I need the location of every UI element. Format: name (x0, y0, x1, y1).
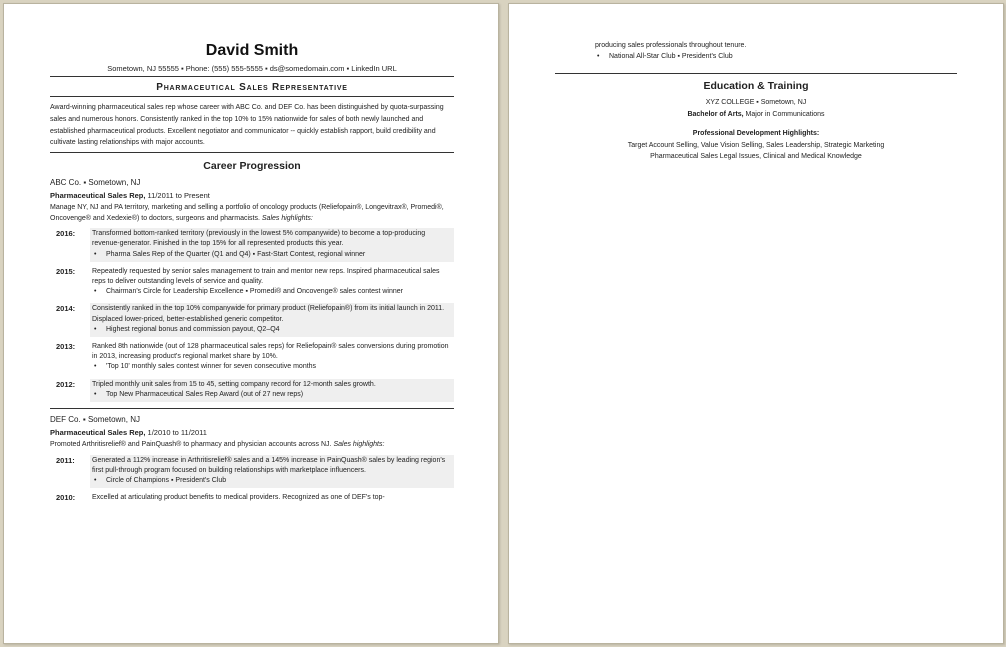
year-bullet: • Circle of Champions ▪ President's Club (92, 476, 450, 486)
role-line (50, 191, 454, 200)
role-title: Pharmaceutical Sales Rep, (50, 191, 146, 201)
continued-text: producing sales professionals throughout tenure. (595, 42, 747, 49)
year-label: 2010: (56, 493, 76, 503)
contact-line: Sometown, NJ 55555 ▪ Phone: (555) 555-5555 ▪ ds@somedomain.com ▪ LinkedIn URL (107, 64, 397, 73)
job-description (50, 440, 454, 451)
candidate-name: David Smith (205, 42, 299, 59)
divider (50, 76, 454, 77)
year-body (90, 341, 454, 375)
year-text: Ranked 8th nationwide (out of 128 pharmaceutical sales reps) for Reliefopain® sales conversions during promotion in 2013, increasing product's regional market share by 10%. (92, 343, 449, 361)
year-bullet: • 'Top 10' monthly sales contest winner for seven consecutive months (92, 362, 450, 372)
year-label: 2013: (56, 342, 76, 352)
year-bullet: • Pharma Sales Rep of the Quarter (Q1 and Q4) ▪ Fast-Start Contest, regional winner (92, 250, 450, 260)
divider (50, 408, 454, 409)
role-dates: 11/2011 to Present (145, 191, 210, 201)
pd-line: Target Account Selling, Value Vision Selling, Sales Leadership, Strategic Marketing (627, 141, 885, 149)
resume-page-2 (508, 3, 1004, 644)
divider (50, 96, 454, 97)
year-text: Tripled monthly unit sales from 15 to 45, setting company record for 12-month sales growth. (92, 380, 376, 388)
continued-entry (595, 41, 746, 62)
role-line (50, 428, 454, 437)
year-text: Generated a 112% increase in Arthritisrelief® sales and a 145% increase in PainQuash® sales by leading region's first pull-through program focused on building relationships with marketplace influencers. (92, 456, 446, 474)
divider (50, 152, 454, 153)
year-text: Transformed bottom-ranked territory (previously in the lowest 5% companywide) to become a top-producing revenue-generator. Finished in the top 15% for all represented products this year. (92, 230, 426, 248)
year-body (90, 266, 454, 300)
year-text: Excelled at articulating product benefits to medical providers. Recognized as one of DEF's top- (92, 494, 385, 502)
job-description (50, 203, 454, 224)
year-body (90, 228, 454, 262)
divider (555, 73, 957, 74)
sales-highlights-label: Sales highlights: (333, 441, 385, 449)
year-body (90, 455, 454, 489)
college-line: XYZ COLLEGE ▪ Sometown, NJ (705, 99, 807, 106)
page-content (50, 4, 454, 505)
year-entry (50, 228, 454, 262)
year-entry (50, 303, 454, 337)
pd-heading: Professional Development Highlights: (692, 130, 820, 137)
year-label: 2014: (56, 304, 76, 314)
role-dates: 1/2010 to 11/2011 (145, 428, 207, 438)
year-bullet: • Highest regional bonus and commission payout, Q2–Q4 (92, 325, 450, 335)
degree-title: Bachelor of Arts, (687, 110, 744, 118)
job-title: Pharmaceutical Sales Representative (156, 82, 348, 93)
year-label: 2012: (56, 379, 76, 389)
year-entry (50, 492, 454, 505)
year-body (90, 379, 454, 402)
resume-page-1 (3, 3, 499, 644)
summary-paragraph: Award-winning pharmaceutical sales rep whose career with ABC Co. and DEF Co. has been distinguished by quota-surpassing sales and numerous honors. Consistently ranked in the top 10% to 15% nationwide for sales of both newly launched and established pharmaceutical products. Excellent negotiator and communicator -- quickly establish rapport, build credibility and cultivate lasting relationships with major accounts. (50, 104, 444, 147)
job-description-text: Promoted Arthritisrelief® and PainQuash® to pharmacy and physician accounts across NJ. (50, 441, 332, 449)
employer-line: DEF Co. ▪ Sometown, NJ (50, 415, 140, 425)
role-title: Pharmaceutical Sales Rep, (50, 428, 146, 438)
section-heading-career: Career Progression (203, 160, 301, 173)
year-entry (50, 266, 454, 300)
year-entry (50, 379, 454, 402)
year-entry (50, 341, 454, 375)
year-label: 2016: (56, 229, 76, 239)
degree-major: Major in Communications (743, 110, 825, 118)
section-heading-education: Education & Training (703, 80, 809, 92)
sales-highlights-label: Sales highlights: (261, 214, 313, 222)
year-label: 2011: (56, 455, 75, 465)
year-bullet: • Top New Pharmaceutical Sales Rep Award (out of 27 new reps) (92, 390, 450, 400)
education-section (555, 73, 957, 163)
continued-bullet: • National All-Star Club ▪ President's Club (595, 52, 746, 63)
pd-line: Pharmaceutical Sales Legal Issues, Clinical and Medical Knowledge (650, 153, 862, 160)
year-entry (50, 455, 454, 489)
year-label: 2015: (56, 266, 76, 276)
job-description-text: Manage NY, NJ and PA territory, marketing and selling a portfolio of oncology products (Reliefopain®, Longevitrax®, Promedi®, Oncovenge® and Xedexie®) to doctors, surgeons and pharmacists. (50, 204, 444, 222)
year-body (90, 303, 454, 337)
employer-line: ABC Co. ▪ Sometown, NJ (50, 178, 141, 188)
year-text: Repeatedly requested by senior sales management to train and mentor new reps. Inspired pharmaceutical sales reps to deliver outstanding levels of service and quality. (92, 267, 440, 285)
year-bullet: • Chairman's Circle for Leadership Excellence ▪ Promedi® and Oncovenge® sales contest winner (92, 287, 450, 297)
degree-line (555, 109, 957, 121)
year-text: Consistently ranked in the top 10% companywide for primary product (Reliefopain®) from its initial launch in 2011. Displaced lower-priced, better-established generic competitor. (92, 305, 445, 323)
year-body (90, 492, 454, 505)
